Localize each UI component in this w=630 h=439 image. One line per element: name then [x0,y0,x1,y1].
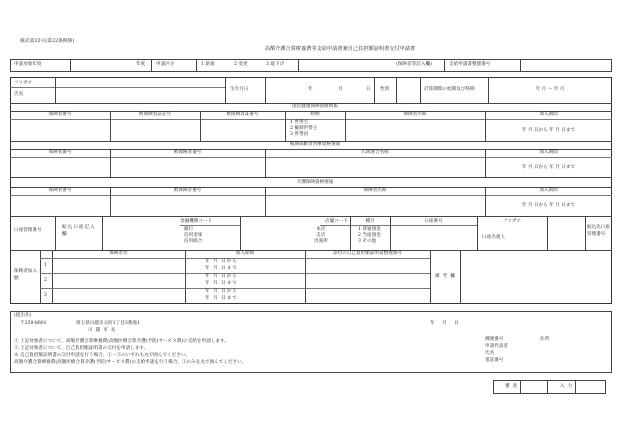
elderly-header-insured-no: 被保険者番号 [173,150,202,155]
account-type-ordinary[interactable]: 1 普通預金 [358,227,381,232]
applicant-name-label: 氏名 [485,351,495,356]
nhi-header-insurer-no: 保険者番号 [48,112,72,117]
care-header-insurer-no: 保険者番号 [48,188,72,193]
cert-row-2-index: 2 [44,278,47,283]
application-date: 年 月 日 [430,321,462,326]
nhi-header-card-number: 被保険者証番号 [226,112,259,117]
period-value: 年 月 〜 年 月 [535,87,565,92]
fiscal-year-label: 申請対象年度 [14,62,42,67]
account-type-other[interactable]: 3 その他 [358,239,377,244]
care-header-period: 加入期間 [539,188,558,193]
account-type-current[interactable]: 2 当座預金 [358,233,381,238]
addressee-label: (提出先) [14,313,32,318]
furigana-label: フリガナ [14,81,33,86]
membership-history-label: 保険者加入歴 [14,269,37,282]
office-address: 埼玉県川越市元町1丁目3番地1 [76,321,140,326]
nhi-header-relation: 続柄 [310,112,320,117]
elderly-header-insurer-no: 保険者番号 [48,150,72,155]
period-label: 計算期間の始期及び終期 [424,87,475,92]
branch-type-branch[interactable]: 支店 [316,233,326,238]
branch-type-office[interactable]: 出張所 [314,239,328,244]
statement-note-2: 高額介護合算療養費(高額医療合算介護(予防)サービス費)の支給申請を行う場合、①のみを丸で囲んでください。 [14,360,247,365]
cert-header-insurer: 保険者名 [109,251,128,256]
payee-mgmt-label: 振込先口座管理番号 [587,225,610,237]
nhi-period-value: 年 月 日から 年 月 日まで [521,128,576,133]
institution-code-label: 金融機関コード [180,219,213,224]
care-header-insured-no: 被保険者番号 [173,188,202,193]
dob-day: 日 [366,87,371,92]
branch-type-main[interactable]: 本店 [316,227,326,232]
cert-row-3-index: 3 [44,293,47,298]
account-number-label: 口座番号 [424,219,443,224]
account-holder-label: 口座名義人 [482,235,505,240]
type-option-new[interactable]: 1 新規 [201,62,215,67]
care-section-title: 介護保険資格情報 [296,180,334,185]
nhi-header-insurer-name: 保険者名称 [403,112,427,117]
branch-code-label: 店舗コード [325,219,348,224]
nhi-header-card-symbol: 被保険者証記号 [138,112,172,117]
cert-row-1-index: 1 [44,263,47,268]
dob-label: 生年月日 [230,87,249,92]
name-label: 氏名 [14,92,24,97]
top-row [10,59,612,72]
cert-header-number: 添付の自己負担額証明書整理番号 [333,251,402,256]
relation-member[interactable]: 3 世帯員 [290,132,309,137]
elderly-period-value: 年 月 日から 年 月 日まで [521,165,576,170]
cert-row-1-period-to: 年 月 日まで [205,266,238,271]
remarks-label: 備考欄 [435,274,458,279]
applicant-postal-label: 郵便番号 [485,337,504,342]
institution-type-bank[interactable]: 銀行 [184,227,194,232]
cert-header-period: 加入期間 [235,251,255,256]
elderly-header-union: 広域連合名称 [361,150,389,155]
type-option-withdraw[interactable]: 3 取下げ [266,62,285,67]
cert-row-2-period-from: 年 月 日から [205,274,238,279]
relation-quasi-head[interactable]: 2 擬制世帯主 [290,126,318,131]
applicant-phone-label: 電話番号 [485,358,504,363]
cert-row-1-period-from: 年 月 日から [205,259,238,264]
applicant-address-label: 住所 [540,337,550,342]
form-title: 高額介護合算療養費等支給申請書兼自己負担額証明書交付申請書 [264,46,416,52]
insurer-note: (保険者等記入欄) [396,62,432,67]
bank-furigana-label: フリガナ [502,219,522,224]
cert-row-3-period-to: 年 月 日まで [205,296,238,301]
care-header-insurer-name: 保険者名称 [363,188,387,193]
institution-type-shinkin[interactable]: 信用金庫 [184,233,203,238]
care-period-value: 年 月 日から 年 月 日まで [521,203,576,208]
transfer-account-label: 振込口座記入欄 [62,225,96,237]
type-option-change[interactable]: 2 変更 [234,62,248,67]
applicant-representative-label: 申請代表者 [485,344,508,349]
statement-2[interactable]: ② 上記対象者について、自己負担額証明書の交付を申請します。 [14,346,149,351]
cert-row-2-period-to: 年 月 日まで [205,281,238,286]
relation-head[interactable]: 1 世帯主 [290,120,309,125]
nhi-section-title: 国民健康保険資格情報 [292,104,338,109]
statement-note-1: ※ 自己負担額証明書の交付申請を行う場合、①・②のいずれも丸で囲んでください。 [14,353,191,358]
form-number: 様式第32号(第22条関係) [20,39,75,44]
account-mgmt-label: 口座管理番号 [14,228,42,233]
dob-year: 年 [308,87,313,92]
entry-label: 入力 [560,384,576,389]
fiscal-year-suffix: 年度 [136,62,146,67]
sex-label: 性別 [380,87,390,92]
postal-code: 〒350-8601 [20,321,47,326]
elderly-section-title: 後期高齢者医療資格情報 [289,142,341,147]
statement-1[interactable]: ① 上記対象者について、高額介護合算療養費(高額医療合算介護(予防)サービス費)の支給を申請します。 [14,339,229,344]
review-label: 審査 [505,384,521,389]
nhi-header-period: 加入期間 [539,112,558,117]
dob-month: 月 [338,87,343,92]
elderly-header-period: 加入期間 [539,150,558,155]
mayor-label: 川越市長 [88,328,119,333]
request-type-label: 申請区分 [156,62,175,67]
receipt-number-label: 支給申請書整理番号 [449,62,491,67]
institution-type-kumiai[interactable]: 信用組合 [184,239,203,244]
cert-row-3-period-from: 年 月 日から [205,289,238,294]
account-type-label: 種目 [365,219,375,224]
